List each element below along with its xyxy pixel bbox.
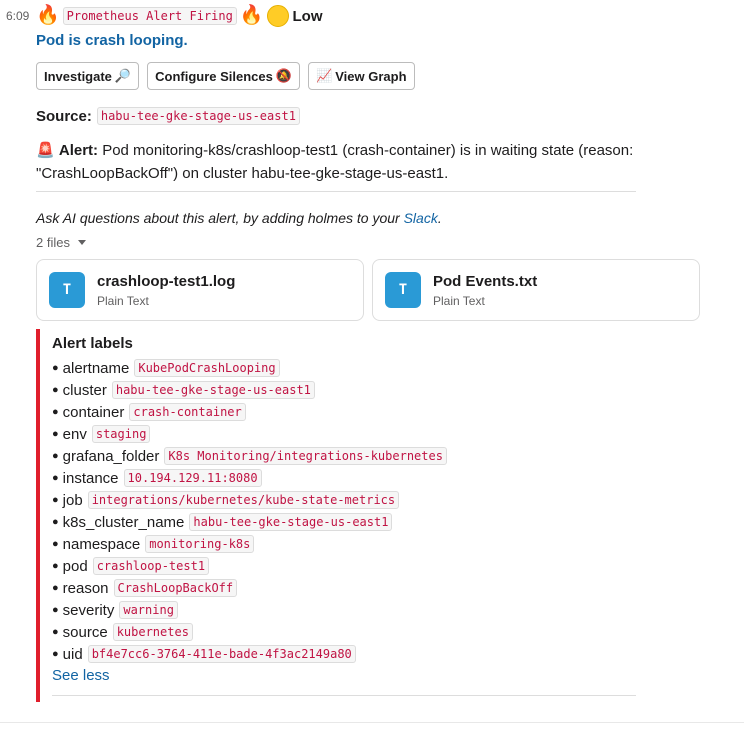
text-file-icon: T bbox=[385, 272, 421, 308]
label-item bbox=[52, 357, 648, 379]
alert-labels-title: Alert labels bbox=[52, 335, 133, 352]
severity-label: Low bbox=[292, 7, 323, 25]
label-key: job bbox=[62, 491, 83, 509]
source-line bbox=[36, 105, 736, 127]
yellow-circle-icon bbox=[267, 5, 289, 27]
label-value: crashloop-test1 bbox=[93, 557, 209, 575]
label-value: bf4e7cc6-3764-411e-bade-4f3ac2149a80 bbox=[88, 645, 356, 663]
label-item bbox=[52, 401, 648, 423]
bullet-icon: ● bbox=[52, 472, 59, 484]
bullet-icon: ● bbox=[52, 428, 59, 440]
label-item bbox=[52, 577, 648, 599]
bullet-icon: ● bbox=[52, 406, 59, 418]
view-graph-button[interactable] bbox=[308, 62, 414, 90]
action-buttons bbox=[36, 62, 736, 90]
bullet-icon: ● bbox=[52, 582, 59, 594]
bullet-icon: ● bbox=[52, 648, 59, 660]
chart-icon: 📈 bbox=[316, 68, 333, 83]
file-name: Pod Events.txt bbox=[433, 272, 538, 290]
label-key: container bbox=[62, 403, 125, 421]
bullet-icon: ● bbox=[52, 538, 59, 550]
label-item bbox=[52, 533, 648, 555]
alert-labels-list bbox=[52, 357, 648, 665]
investigate-button[interactable] bbox=[36, 62, 139, 90]
label-item bbox=[52, 467, 648, 489]
alert-firing-badge: Prometheus Alert Firing bbox=[63, 7, 237, 25]
bullet-icon: ● bbox=[52, 516, 59, 528]
bullet-icon: ● bbox=[52, 362, 59, 374]
label-item bbox=[52, 511, 648, 533]
label-value: staging bbox=[92, 425, 151, 443]
configure-silences-button-label: Configure Silences bbox=[155, 68, 273, 84]
label-item bbox=[52, 379, 648, 401]
label-item bbox=[52, 423, 648, 445]
label-key: pod bbox=[62, 557, 88, 575]
slack-link[interactable]: Slack bbox=[403, 210, 438, 226]
magnifier-icon: 🔎 bbox=[114, 68, 132, 83]
alert-title: Pod is crash looping. bbox=[36, 32, 188, 49]
bullet-icon: ● bbox=[52, 450, 59, 462]
label-value: KubePodCrashLooping bbox=[134, 359, 279, 377]
label-key: instance bbox=[62, 469, 119, 487]
investigate-button-label: Investigate bbox=[44, 68, 112, 84]
file-type: Plain Text bbox=[433, 293, 485, 308]
bullet-icon: ● bbox=[52, 626, 59, 638]
label-value: habu-tee-gke-stage-us-east1 bbox=[189, 513, 392, 531]
message-separator bbox=[0, 722, 744, 723]
label-key: uid bbox=[62, 645, 83, 663]
message-body bbox=[36, 0, 736, 702]
label-value: 10.194.129.11:8080 bbox=[124, 469, 262, 487]
bullet-icon: ● bbox=[52, 604, 59, 616]
label-key: env bbox=[62, 425, 87, 443]
source-value: habu-tee-gke-stage-us-east1 bbox=[97, 107, 300, 125]
file-info bbox=[433, 273, 537, 308]
siren-icon: 🚨 bbox=[36, 142, 55, 159]
label-item bbox=[52, 599, 648, 621]
fire-icon: 🔥 bbox=[239, 5, 264, 26]
label-key: reason bbox=[62, 579, 109, 597]
label-value: integrations/kubernetes/kube-state-metrics bbox=[88, 491, 399, 509]
ask-ai-note bbox=[36, 210, 736, 226]
label-key: k8s_cluster_name bbox=[62, 513, 185, 531]
source-label: Source: bbox=[36, 107, 92, 125]
file-type: Plain Text bbox=[97, 293, 149, 308]
label-key: source bbox=[62, 623, 108, 641]
ask-ai-suffix: . bbox=[437, 210, 442, 226]
label-item bbox=[52, 555, 648, 577]
label-key: cluster bbox=[62, 381, 107, 399]
file-name: crashloop-test1.log bbox=[97, 272, 236, 290]
file-card[interactable] bbox=[372, 259, 700, 321]
label-key: severity bbox=[62, 601, 115, 619]
alert-header bbox=[36, 1, 736, 31]
fire-icon: 🔥 bbox=[36, 5, 60, 26]
bullet-icon: ● bbox=[52, 494, 59, 506]
label-item bbox=[52, 643, 648, 665]
alert-label: Alert: bbox=[58, 142, 99, 159]
label-key: alertname bbox=[62, 359, 130, 377]
text-file-icon: T bbox=[49, 272, 85, 308]
label-key: grafana_folder bbox=[62, 447, 160, 465]
label-item bbox=[52, 445, 648, 467]
label-value: CrashLoopBackOff bbox=[114, 579, 238, 597]
label-item bbox=[52, 621, 648, 643]
bullet-icon: ● bbox=[52, 560, 59, 572]
alert-description bbox=[36, 139, 636, 185]
alert-text: Pod monitoring-k8s/crashloop-test1 (crash-container) is in waiting state (reason: "CrashLoopBackOff") on cluster habu-tee-gke-stage-us-east1. bbox=[36, 142, 634, 182]
files-count: 2 files bbox=[36, 234, 70, 250]
see-less-link[interactable]: See less bbox=[52, 667, 110, 684]
label-value: monitoring-k8s bbox=[145, 535, 254, 553]
ask-ai-text: Ask AI questions about this alert, by adding holmes to your bbox=[36, 210, 404, 226]
files-toggle[interactable] bbox=[36, 234, 736, 250]
file-attachments bbox=[36, 259, 736, 321]
label-key: namespace bbox=[62, 535, 141, 553]
label-value: warning bbox=[119, 601, 178, 619]
label-value: K8s Monitoring/integrations-kubernetes bbox=[164, 447, 447, 465]
divider bbox=[36, 191, 636, 192]
file-info bbox=[97, 273, 235, 308]
label-value: crash-container bbox=[129, 403, 245, 421]
label-value: habu-tee-gke-stage-us-east1 bbox=[112, 381, 315, 399]
file-card[interactable] bbox=[36, 259, 364, 321]
message-timestamp[interactable]: 6:09 bbox=[6, 9, 30, 23]
caret-down-icon bbox=[78, 240, 86, 245]
label-value: kubernetes bbox=[113, 623, 193, 641]
muted-bell-icon: 🔕 bbox=[275, 68, 293, 83]
view-graph-button-label: View Graph bbox=[335, 68, 407, 84]
alert-labels-attachment bbox=[36, 329, 648, 702]
label-item bbox=[52, 489, 648, 511]
configure-silences-button[interactable] bbox=[147, 62, 300, 90]
bullet-icon: ● bbox=[52, 384, 59, 396]
